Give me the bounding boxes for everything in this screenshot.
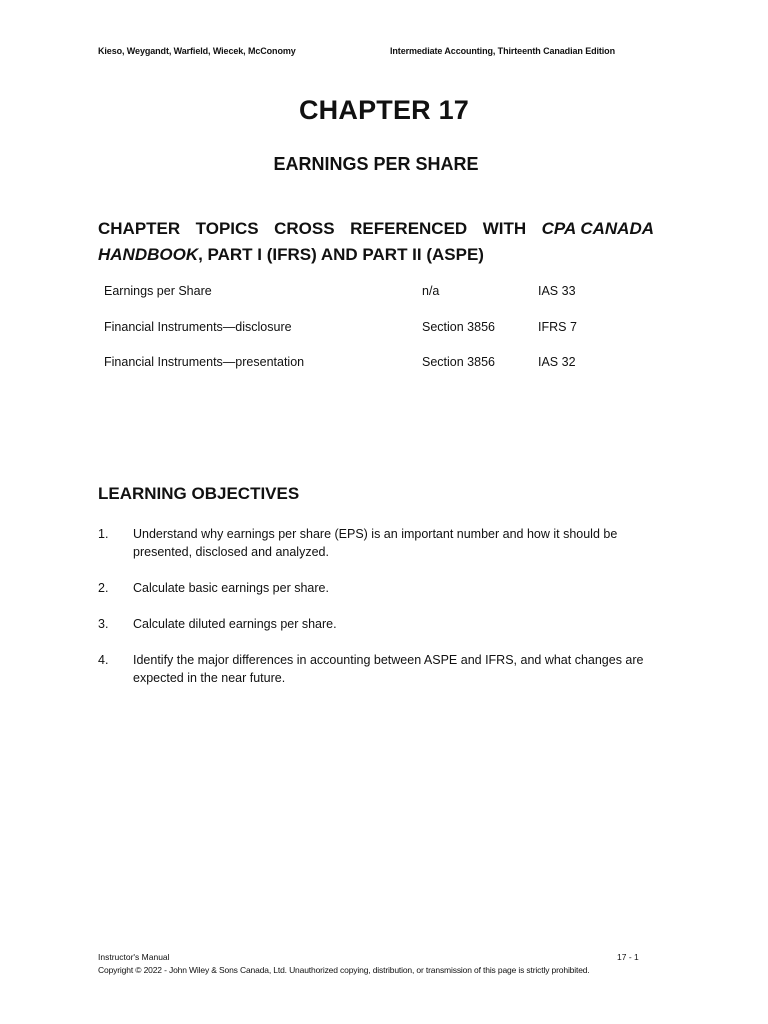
topic-cell: Financial Instruments—presentation [104, 355, 305, 369]
objective-text: Calculate diluted earnings per share. [133, 617, 337, 631]
aspe-cell: Section 3856 [422, 355, 495, 369]
table-row [104, 355, 664, 391]
topics-heading-word: CHAPTER [98, 219, 181, 238]
objective-text: Understand why earnings per share (EPS) is an important number and how it should be presented, disclosed and analyzed. [133, 527, 618, 559]
table-row [104, 284, 664, 320]
objective-number: 1. [98, 527, 109, 541]
objective-number: 4. [98, 653, 109, 667]
page-number: 17 - 1 [617, 952, 639, 962]
header-book-title: Intermediate Accounting, Thirteenth Canadian Edition [390, 46, 615, 56]
copyright-notice: Copyright © 2022 - John Wiley & Sons Canada, Ltd. Unauthorized copying, distribution, or transmission of this page is strictly prohibited. [98, 965, 590, 975]
footer-manual-label: Instructor's Manual [98, 952, 170, 962]
topics-heading-word: REFERENCED [350, 219, 468, 238]
topic-cell: Earnings per Share [104, 284, 212, 298]
topics-heading-line-1 [98, 216, 654, 242]
topics-heading-handbook: HANDBOOK [98, 245, 199, 264]
cross-reference-table [104, 284, 664, 391]
list-item [98, 651, 658, 687]
objective-number: 3. [98, 617, 109, 631]
ifrs-cell: IAS 33 [538, 284, 576, 298]
footer-row [98, 951, 668, 964]
list-item [98, 615, 658, 633]
objective-text: Identify the major differences in accounting between ASPE and IFRS, and what changes are expected in the near future. [133, 653, 644, 685]
page-footer [98, 951, 668, 977]
topics-heading-rest: , PART I (IFRS) AND PART II (ASPE) [198, 245, 484, 264]
learning-objectives-heading: LEARNING OBJECTIVES [98, 484, 300, 503]
ifrs-cell: IAS 32 [538, 355, 576, 369]
topics-heading-word: WITH [482, 219, 527, 238]
table-row [104, 320, 664, 356]
aspe-cell: Section 3856 [422, 319, 495, 334]
learning-objectives-list [98, 525, 658, 705]
ifrs-cell: IFRS 7 [538, 319, 577, 334]
topics-heading-word: CROSS [274, 219, 335, 238]
objective-number: 2. [98, 581, 109, 595]
topics-heading-word: TOPICS [195, 219, 259, 238]
topic-cell: Financial Instruments—disclosure [104, 319, 292, 334]
chapter-title: EARNINGS PER SHARE [273, 154, 479, 174]
chapter-number: CHAPTER 17 [298, 95, 470, 125]
topics-heading-italic: CPA CANADA [541, 219, 654, 238]
header-authors: Kieso, Weygandt, Warfield, Wiecek, McConomy [98, 46, 296, 56]
list-item [98, 579, 658, 597]
list-item [98, 525, 658, 561]
objective-text: Calculate basic earnings per share. [133, 581, 329, 595]
topics-heading-line-2 [98, 242, 654, 268]
topics-heading [98, 216, 654, 268]
aspe-cell: n/a [422, 284, 440, 298]
